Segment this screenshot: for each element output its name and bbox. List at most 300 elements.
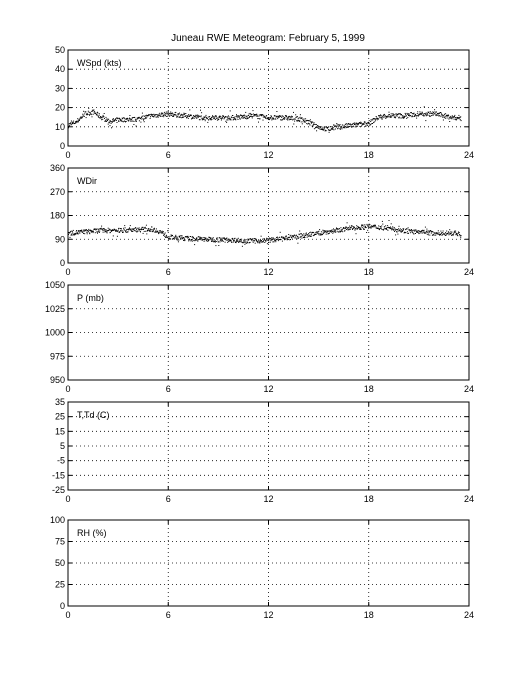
data-point (120, 230, 121, 231)
data-point (319, 235, 320, 236)
data-point (428, 234, 429, 235)
data-point (143, 120, 144, 121)
data-point (381, 228, 382, 229)
data-point (303, 235, 304, 236)
data-point (261, 240, 262, 241)
data-point (282, 237, 283, 238)
data-point (157, 114, 158, 115)
data-point (166, 116, 167, 117)
data-point (199, 116, 200, 117)
data-point (110, 121, 111, 122)
panel-label: P (mb) (77, 293, 104, 303)
data-point (382, 119, 383, 120)
data-point (259, 241, 260, 242)
data-point (348, 127, 349, 128)
data-point (250, 242, 251, 243)
data-point (224, 118, 225, 119)
data-point (316, 234, 317, 235)
data-point (353, 126, 354, 127)
data-point (118, 228, 119, 229)
data-point (159, 232, 160, 233)
data-point (90, 230, 91, 231)
data-point (446, 231, 447, 232)
data-point (141, 119, 142, 120)
data-point (296, 235, 297, 236)
data-point (281, 116, 282, 117)
data-point (356, 125, 357, 126)
data-point (89, 115, 90, 116)
data-point (302, 234, 303, 235)
x-tick-label: 18 (363, 494, 374, 504)
data-point (264, 242, 265, 243)
data-point (195, 116, 196, 117)
x-tick-label: 0 (65, 384, 71, 394)
data-point (206, 115, 207, 116)
data-point (363, 123, 364, 124)
data-point (446, 235, 447, 236)
data-point (170, 112, 171, 113)
data-point (156, 230, 157, 231)
y-tick-label: -15 (51, 470, 65, 481)
data-point (431, 233, 432, 234)
data-point (92, 111, 93, 112)
data-point (70, 231, 71, 232)
data-point (404, 117, 405, 118)
data-point (68, 234, 69, 235)
data-point (319, 229, 320, 230)
data-point (211, 241, 212, 242)
data-point (93, 114, 94, 115)
data-point (347, 126, 348, 127)
data-point (131, 228, 132, 229)
data-point (200, 119, 201, 120)
data-point (436, 112, 437, 113)
data-point (79, 120, 80, 121)
data-point (332, 229, 333, 230)
y-tick-label: 270 (49, 186, 65, 197)
data-point (251, 116, 252, 117)
data-point (102, 116, 103, 117)
data-point (433, 115, 434, 116)
data-point (241, 117, 242, 118)
data-point (239, 117, 240, 118)
y-tick-label: 50 (54, 45, 65, 55)
data-point (292, 238, 293, 239)
data-point (268, 117, 269, 118)
data-point (281, 117, 282, 118)
data-point (221, 120, 222, 121)
data-point (237, 239, 238, 240)
data-point (117, 122, 118, 123)
data-point (340, 129, 341, 130)
data-point (78, 122, 79, 123)
data-point (133, 229, 134, 230)
x-tick-label: 0 (65, 150, 71, 160)
data-point (314, 128, 315, 129)
data-point (106, 230, 107, 231)
data-point (403, 230, 404, 231)
data-point (238, 119, 239, 120)
data-point (426, 113, 427, 114)
y-tick-label: 50 (54, 558, 65, 568)
data-point (260, 240, 261, 241)
data-point (355, 126, 356, 127)
data-point (89, 233, 90, 234)
y-tick-label: 15 (54, 426, 65, 437)
data-point (421, 114, 422, 115)
data-point (297, 116, 298, 117)
data-point (244, 244, 245, 245)
data-point (184, 113, 185, 114)
data-point (86, 232, 87, 233)
data-point (72, 233, 73, 234)
data-point (145, 118, 146, 119)
data-point (456, 233, 457, 234)
data-point (226, 240, 227, 241)
data-point (163, 231, 164, 232)
data-point (84, 231, 85, 232)
data-point (84, 233, 85, 234)
data-point (368, 225, 369, 226)
data-point (217, 118, 218, 119)
data-point (243, 242, 244, 243)
data-point (209, 116, 210, 117)
data-point (218, 245, 219, 246)
data-point (298, 120, 299, 121)
data-point (99, 229, 100, 230)
data-point (169, 116, 170, 117)
data-point (71, 234, 72, 235)
y-tick-label: 0 (59, 601, 65, 611)
data-point (380, 117, 381, 118)
data-point (315, 234, 316, 235)
data-point (419, 111, 420, 112)
data-point (69, 125, 70, 126)
data-point (425, 227, 426, 228)
data-point (436, 115, 437, 116)
data-point (235, 238, 236, 239)
data-point (293, 124, 294, 125)
data-point (340, 227, 341, 228)
data-point (307, 237, 308, 238)
data-point (459, 232, 460, 233)
data-point (390, 116, 391, 117)
data-point (426, 232, 427, 233)
data-point (369, 120, 370, 121)
data-point (165, 113, 166, 114)
data-point (335, 232, 336, 233)
data-point (442, 232, 443, 233)
data-point (256, 114, 257, 115)
data-point (456, 119, 457, 120)
data-point (335, 129, 336, 130)
data-point (182, 235, 183, 236)
data-point (223, 116, 224, 117)
data-point (385, 115, 386, 116)
data-point (382, 117, 383, 118)
data-point (233, 242, 234, 243)
data-point (101, 228, 102, 229)
data-point (82, 114, 83, 115)
data-point (229, 117, 230, 118)
data-point (158, 233, 159, 234)
data-point (313, 232, 314, 233)
data-point (418, 116, 419, 117)
data-point (407, 117, 408, 118)
data-point (107, 120, 108, 121)
data-point (397, 234, 398, 235)
data-point (124, 117, 125, 118)
data-point (226, 238, 227, 239)
data-point (458, 233, 459, 234)
data-point (118, 118, 119, 119)
data-point (428, 233, 429, 234)
data-point (171, 113, 172, 114)
data-point (235, 118, 236, 119)
data-point (362, 227, 363, 228)
data-point (220, 240, 221, 241)
data-point (425, 114, 426, 115)
data-point (450, 116, 451, 117)
data-point (100, 118, 101, 119)
data-point (186, 115, 187, 116)
data-point (441, 232, 442, 233)
data-point (312, 126, 313, 127)
data-point (139, 120, 140, 121)
data-point (323, 130, 324, 131)
data-point (70, 122, 71, 123)
data-point (221, 238, 222, 239)
data-point (251, 240, 252, 241)
y-tick-label: -25 (51, 485, 65, 495)
data-point (77, 118, 78, 119)
y-tick-label: 25 (54, 579, 65, 590)
data-point (358, 124, 359, 125)
data-point (328, 127, 329, 128)
data-point (108, 228, 109, 229)
data-point (305, 122, 306, 123)
data-point (246, 118, 247, 119)
data-point (428, 112, 429, 113)
data-point (221, 240, 222, 241)
x-tick-label: 18 (363, 267, 374, 277)
data-point (403, 118, 404, 119)
data-point (106, 119, 107, 120)
data-point (248, 240, 249, 241)
data-point (434, 109, 435, 110)
data-point (266, 115, 267, 116)
data-point (424, 230, 425, 231)
data-point (304, 237, 305, 238)
data-point (384, 226, 385, 227)
data-point (183, 237, 184, 238)
data-point (107, 232, 108, 233)
data-point (165, 115, 166, 116)
x-tick-label: 18 (363, 610, 374, 620)
data-point (207, 122, 208, 123)
y-tick-label: 75 (54, 536, 65, 547)
data-point (258, 240, 259, 241)
data-point (403, 116, 404, 117)
data-point (135, 230, 136, 231)
data-point (310, 235, 311, 236)
data-point (414, 116, 415, 117)
data-point (325, 230, 326, 231)
data-point (379, 229, 380, 230)
data-point (317, 127, 318, 128)
data-point (426, 231, 427, 232)
data-point (367, 224, 368, 225)
data-point (345, 228, 346, 229)
data-point (392, 115, 393, 116)
data-point (447, 118, 448, 119)
data-point (203, 119, 204, 120)
data-point (316, 130, 317, 131)
data-point (299, 118, 300, 119)
data-point (214, 239, 215, 240)
y-tick-label: 100 (49, 515, 65, 525)
data-point (113, 121, 114, 122)
data-point (112, 119, 113, 120)
data-point (378, 225, 379, 226)
data-point (88, 111, 89, 112)
data-point (454, 119, 455, 120)
data-point (172, 113, 173, 114)
data-point (185, 113, 186, 114)
data-point (400, 228, 401, 229)
data-point (182, 238, 183, 239)
data-point (102, 229, 103, 230)
data-point (392, 228, 393, 229)
data-point (228, 119, 229, 120)
data-point (188, 116, 189, 117)
data-point (129, 118, 130, 119)
data-point (238, 241, 239, 242)
data-point (265, 118, 266, 119)
data-point (84, 113, 85, 114)
data-point (95, 228, 96, 229)
data-point (427, 115, 428, 116)
data-point (381, 115, 382, 116)
data-point (78, 230, 79, 231)
data-point (149, 230, 150, 231)
data-point (188, 114, 189, 115)
data-point (264, 116, 265, 117)
data-point (296, 239, 297, 240)
data-point (136, 126, 137, 127)
data-point (234, 117, 235, 118)
data-point (183, 114, 184, 115)
data-point (98, 229, 99, 230)
x-tick-label: 6 (165, 267, 171, 277)
data-point (267, 240, 268, 241)
data-point (210, 238, 211, 239)
data-point (342, 229, 343, 230)
data-point (315, 124, 316, 125)
data-point (271, 119, 272, 120)
data-point (191, 115, 192, 116)
data-point (301, 117, 302, 118)
data-point (231, 241, 232, 242)
data-point (361, 122, 362, 123)
data-point (263, 241, 264, 242)
data-point (335, 230, 336, 231)
data-point (323, 232, 324, 233)
data-point (435, 113, 436, 114)
data-point (123, 228, 124, 229)
data-point (386, 228, 387, 229)
data-point (126, 121, 127, 122)
data-point (408, 113, 409, 114)
data-point (368, 227, 369, 228)
data-point (368, 122, 369, 123)
data-point (279, 237, 280, 238)
data-point (146, 225, 147, 226)
data-point (453, 234, 454, 235)
data-point (127, 118, 128, 119)
data-point (287, 118, 288, 119)
data-point (371, 228, 372, 229)
x-tick-label: 18 (363, 150, 374, 160)
data-point (338, 231, 339, 232)
data-point (322, 128, 323, 129)
data-point (167, 113, 168, 114)
data-point (451, 118, 452, 119)
data-point (247, 241, 248, 242)
data-point (177, 238, 178, 239)
data-point (397, 229, 398, 230)
data-point (411, 112, 412, 113)
data-point (407, 229, 408, 230)
data-point (83, 111, 84, 112)
data-point (434, 235, 435, 236)
data-point (340, 124, 341, 125)
data-point (97, 229, 98, 230)
data-point (175, 112, 176, 113)
data-point (216, 116, 217, 117)
data-point (276, 111, 277, 112)
data-point (394, 231, 395, 232)
data-point (219, 117, 220, 118)
data-point (320, 127, 321, 128)
data-point (181, 239, 182, 240)
data-point (321, 126, 322, 127)
data-point (397, 116, 398, 117)
data-point (423, 232, 424, 233)
data-point (364, 229, 365, 230)
data-point (256, 116, 257, 117)
data-point (390, 227, 391, 228)
data-point (367, 225, 368, 226)
data-point (116, 120, 117, 121)
data-point (129, 115, 130, 116)
data-point (350, 229, 351, 230)
data-point (287, 239, 288, 240)
data-point (239, 241, 240, 242)
data-point (269, 119, 270, 120)
data-point (398, 228, 399, 229)
data-point (281, 239, 282, 240)
data-point (240, 239, 241, 240)
data-point (75, 233, 76, 234)
data-point (331, 232, 332, 233)
data-point (99, 115, 100, 116)
data-point (437, 232, 438, 233)
data-point (253, 242, 254, 243)
data-point (232, 115, 233, 116)
data-point (110, 232, 111, 233)
data-point (425, 113, 426, 114)
